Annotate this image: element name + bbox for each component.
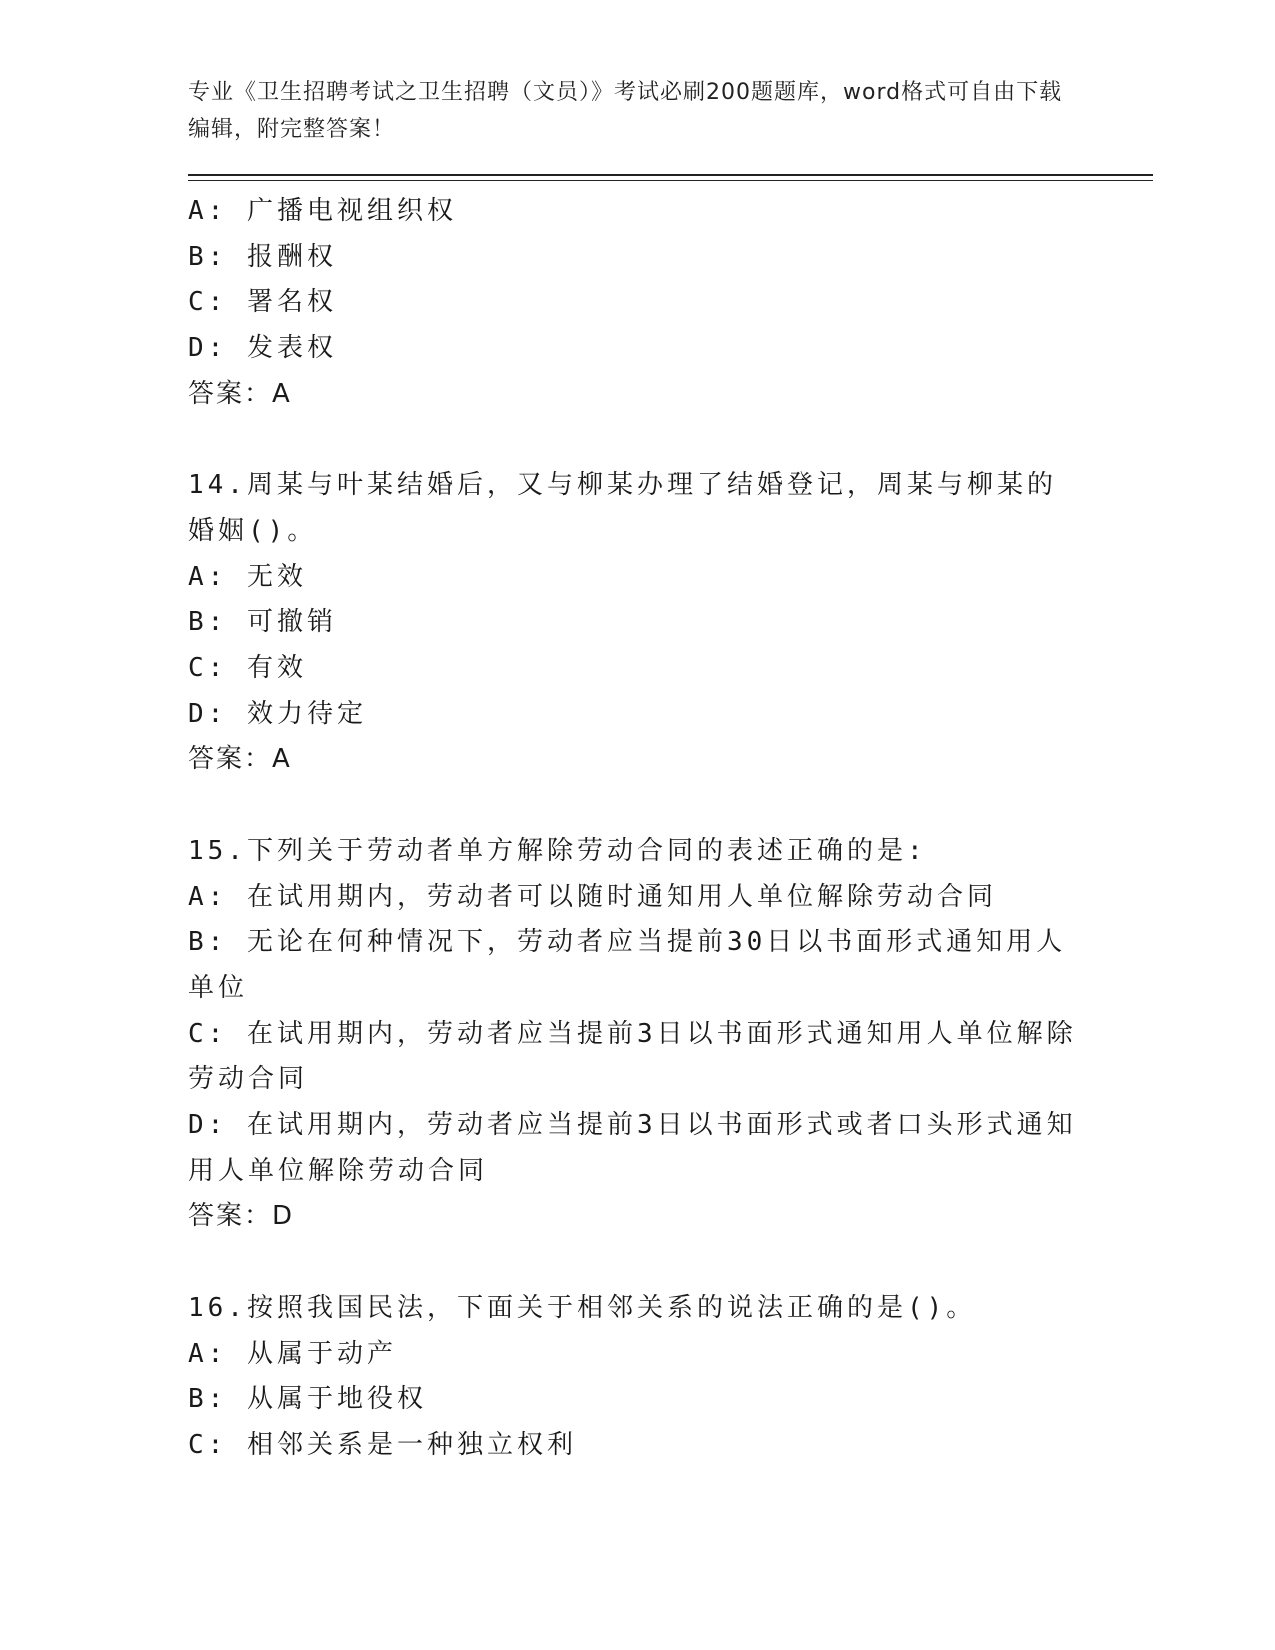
option-a: A: 无效: [188, 561, 307, 592]
question-text: 16.按照我国民法，下面关于相邻关系的说法正确的是()。: [188, 1292, 977, 1323]
option-d: D: 发表权: [188, 333, 337, 364]
header-rule: [188, 174, 1153, 176]
question-block: [188, 829, 1078, 1240]
option-b: B: 无论在何种情况下，劳动者应当提前30日以书面形式通知用人单位: [188, 927, 1067, 1003]
spacer: [188, 1240, 1078, 1286]
option-a: A: 广播电视组织权: [188, 196, 457, 226]
option-a: A: 在试用期内，劳动者可以随时通知用人单位解除劳动合同: [188, 881, 997, 912]
option-c: C: 相邻关系是一种独立权利: [188, 1429, 577, 1460]
option-c: C: 有效: [188, 653, 307, 684]
answer-line: 答案：D: [188, 1201, 295, 1232]
answer-line: 答案：A: [188, 744, 292, 775]
header-rule-thin: [188, 180, 1153, 181]
question-block: [188, 189, 1078, 418]
answer-line: 答案：A: [188, 378, 292, 409]
option-c: C: 署名权: [188, 287, 337, 318]
question-text: 14.周某与叶某结婚后，又与柳某办理了结婚登记，周某与柳某的婚姻()。: [188, 470, 1057, 546]
option-d: D: 效力待定: [188, 698, 367, 729]
question-block: [188, 463, 1078, 783]
page-header: 专业《卫生招聘考试之卫生招聘（文员）》考试必刷200题题库，word格式可自由下载编辑，附完整答案！: [188, 80, 1063, 142]
question-block: [188, 1286, 1078, 1469]
question-text: 15.下列关于劳动者单方解除劳动合同的表述正确的是:: [188, 835, 927, 866]
option-c: C: 在试用期内，劳动者应当提前3日以书面形式通知用人单位解除劳动合同: [188, 1018, 1077, 1095]
question-list: [188, 189, 1078, 1469]
spacer: [188, 418, 1078, 464]
spacer: [188, 783, 1078, 829]
option-a: A: 从属于动产: [188, 1338, 397, 1369]
option-b: B: 可撤销: [188, 607, 337, 638]
option-b: B: 从属于地役权: [188, 1384, 427, 1415]
option-d: D: 在试用期内，劳动者应当提前3日以书面形式或者口头形式通知用人单位解除劳动合同: [188, 1110, 1077, 1186]
option-b: B: 报酬权: [188, 241, 337, 272]
